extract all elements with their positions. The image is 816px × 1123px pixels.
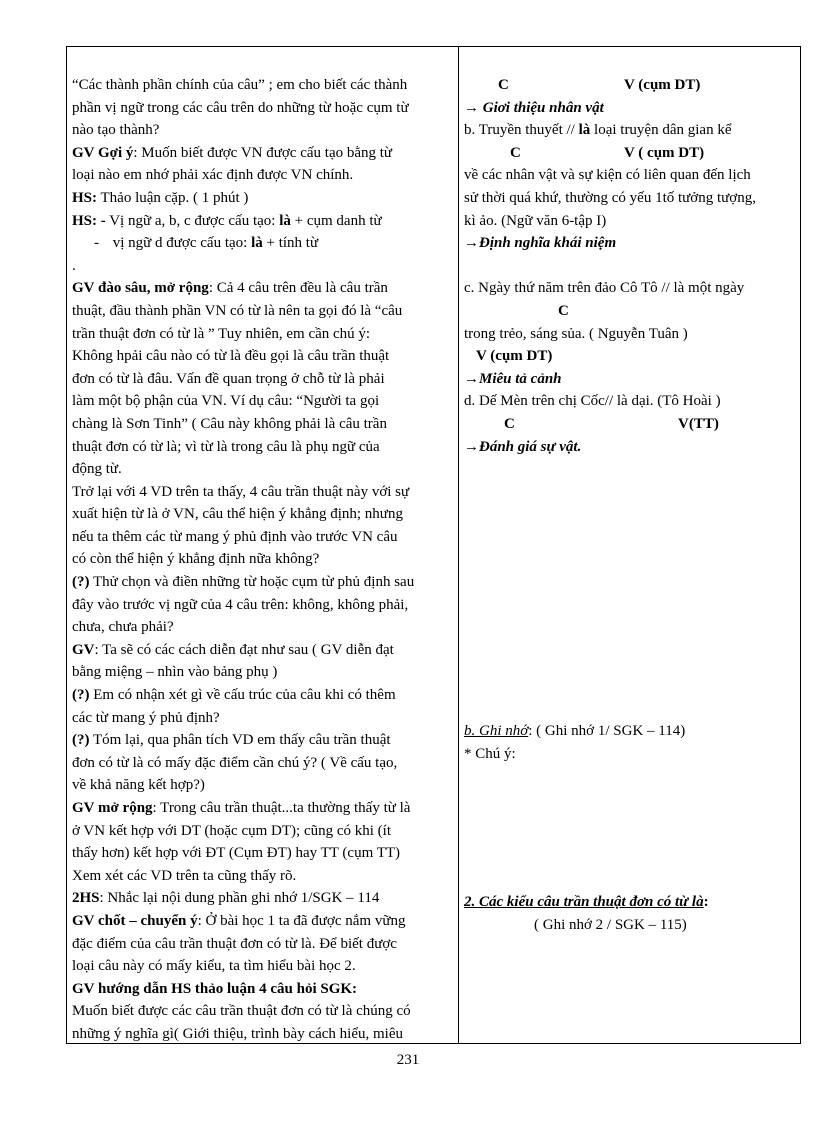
text-span: là xyxy=(251,235,263,252)
text-line: đây vào trước vị ngữ của 4 câu trên: không, không phải, xyxy=(72,596,409,613)
text-line xyxy=(72,684,455,707)
text-line xyxy=(72,729,455,752)
text-line: động từ. xyxy=(72,461,122,478)
text-line xyxy=(72,887,455,910)
text-span: Em có nhận xét gì về cấu trúc của câu khi có thêm xyxy=(89,687,396,704)
text-span: : Muốn biết được VN được cấu tạo bằng từ xyxy=(133,144,393,161)
text-line: những ý nghĩa gì( Giới thiệu, trình bày cách hiểu, miêu xyxy=(72,1025,403,1042)
text-span: Thử chọn và điền những từ hoặc cụm từ phủ định sau xyxy=(89,574,415,591)
text-span: Vị ngữ a, b, c được cấu tạo: xyxy=(105,212,280,229)
spacer xyxy=(464,458,797,720)
section-heading xyxy=(464,891,797,914)
text-line: về các nhân vật và sự kiện có liên quan đến lịch xyxy=(464,167,751,184)
arrow-icon: → xyxy=(464,99,479,116)
text-span: vị ngữ d được cấu tạo: xyxy=(109,235,252,252)
text-line: trần thuật đơn có từ là ” Tuy nhiên, em cần chú ý: xyxy=(72,325,371,342)
teacher-label: GV đào sâu, mở rộng xyxy=(72,280,209,297)
subject-marker: C xyxy=(498,77,509,93)
text-span: - xyxy=(94,235,99,252)
text-line: Muốn biết được các câu trần thuật đơn có từ là chúng có xyxy=(72,1003,411,1020)
text-line: về khả năng kết hợp?) xyxy=(72,777,205,794)
text-line: xuất hiện từ là ở VN, câu thể hiện ý khẳng định; nhưng xyxy=(72,506,403,523)
text-line: “Các thành phần chính của câu” ; em cho biết các thành xyxy=(72,77,408,93)
text-line: loại câu này có mấy kiểu, ta tìm hiểu bài học 2. xyxy=(72,958,356,975)
memo-line xyxy=(464,720,797,743)
text-line xyxy=(72,232,455,255)
text-line xyxy=(72,571,455,594)
predicate-marker: V(TT) xyxy=(678,415,719,432)
text-line: thấy hơn) kết hợp với ĐT (Cụm ĐT) hay TT (cụm TT) xyxy=(72,845,401,862)
text-span: + cụm danh từ xyxy=(290,212,382,229)
text-line: . xyxy=(72,257,76,274)
structure-line xyxy=(464,345,797,368)
teacher-label: GV chốt – chuyển ý xyxy=(72,912,198,929)
text-line xyxy=(464,119,797,142)
text-line: phần vị ngữ trong các câu trên do những từ hoặc cụm từ xyxy=(72,99,409,116)
text-line: GV hướng dẫn HS thảo luận 4 câu hỏi SGK: xyxy=(72,980,358,997)
text-line: thuật đơn có từ là; vì từ là trong câu là phụ ngữ của xyxy=(72,438,380,455)
text-line xyxy=(72,797,455,820)
text-line: * Chú ý: xyxy=(464,745,516,762)
structure-line xyxy=(464,300,797,323)
text-span: Miêu tả cảnh xyxy=(479,370,562,387)
text-span: : Ở bài học 1 ta đã được nắm vững xyxy=(197,912,406,929)
text-line: đơn có từ là có mấy đặc điểm cần chú ý? ( Về cấu tạo, xyxy=(72,754,398,771)
text-line: ( Ghi nhớ 2 / SGK – 115) xyxy=(534,916,687,933)
student-label: 2HS xyxy=(72,890,100,907)
structure-line xyxy=(464,74,797,97)
text-line: Không hpải câu nào có từ là đều gọi là câu trần thuật xyxy=(72,348,390,365)
text-line xyxy=(72,142,455,165)
text-span: là xyxy=(578,122,591,139)
structure-line xyxy=(464,142,797,165)
subject-marker: C xyxy=(510,144,521,161)
text-line xyxy=(464,97,797,120)
arrow-icon: → xyxy=(464,370,479,387)
text-span: Định nghĩa khái niệm xyxy=(479,235,617,252)
text-line xyxy=(464,436,797,459)
text-line: loại nào em nhớ phải xác định được VN chính. xyxy=(72,167,354,184)
text-line xyxy=(72,277,455,300)
text-span: b. Truyền thuyết // xyxy=(464,122,579,139)
text-line: bằng miệng – nhìn vào bảng phụ ) xyxy=(72,664,278,681)
question-marker: (?) xyxy=(72,574,90,591)
text-line: d. Dế Mèn trên chị Cốc// là dại. (Tô Hoài ) xyxy=(464,393,721,410)
text-line xyxy=(72,210,455,233)
text-span: : Trong câu trần thuật...ta thường thấy từ là xyxy=(152,800,411,816)
text-line: nếu ta thêm các từ mang ý phủ định vào trước VN câu xyxy=(72,528,398,545)
arrow-icon: → xyxy=(464,438,479,455)
text-line: sử thời quá khứ, thường có yếu 1tố tưởng tượng, xyxy=(464,189,756,206)
text-line: chưa, chưa phải? xyxy=(72,619,174,636)
left-column xyxy=(72,46,455,1046)
structure-line xyxy=(464,413,797,436)
text-span: loại truyện dân gian kể xyxy=(590,122,732,139)
text-span: : xyxy=(703,894,709,911)
text-line: đặc điểm của câu trần thuật đơn có từ là. Để biết được xyxy=(72,935,397,952)
teacher-label: GV mở rộng xyxy=(72,800,153,816)
text-line xyxy=(72,639,455,662)
question-marker: (?) xyxy=(72,687,90,704)
text-span: : Cả 4 câu trên đều là câu trần xyxy=(208,280,388,297)
text-span: là xyxy=(279,212,291,229)
student-label: HS: xyxy=(72,189,98,206)
text-line xyxy=(72,910,455,933)
teacher-label: GV Gợi ý xyxy=(72,144,134,161)
text-line: Xem xét các VD trên ta cũng thấy rõ. xyxy=(72,867,297,884)
text-line: thuật, đầu thành phần VN có từ là nên ta gọi đó là “câu xyxy=(72,302,403,319)
text-line: các từ mang ý phủ định? xyxy=(72,709,220,726)
text-line: đơn có từ là đâu. Vấn đề quan trọng ở chỗ từ là phải xyxy=(72,370,385,387)
text-line xyxy=(464,255,797,278)
question-marker: (?) xyxy=(72,732,90,749)
text-span: 2. Các kiểu câu trần thuật đơn có từ là xyxy=(464,894,704,911)
text-span: Tóm lại, qua phân tích VD em thấy câu trần thuật xyxy=(89,732,391,749)
text-line: chàng là Sơn Tinh” ( Câu này không phải là câu trần xyxy=(72,415,387,432)
text-span: Đánh giá sự vật. xyxy=(479,438,582,455)
predicate-marker: V ( cụm DT) xyxy=(624,144,705,161)
text-span: Giơi thiệu nhân vật xyxy=(482,99,604,116)
subject-marker: C xyxy=(504,415,515,432)
text-span: : ( Ghi nhớ 1/ SGK – 114) xyxy=(528,723,686,740)
predicate-marker: V (cụm DT) xyxy=(476,348,553,365)
text-span: : Ta sẽ có các cách diễn đạt như sau ( GV diễn đạt xyxy=(94,641,394,658)
arrow-icon: → xyxy=(464,235,479,252)
text-line xyxy=(464,232,797,255)
text-line: Trở lại với 4 VD trên ta thấy, 4 câu trần thuật này với sự xyxy=(72,483,410,500)
text-line: trong trẻo, sáng sủa. ( Nguyễn Tuân ) xyxy=(464,325,688,342)
right-column xyxy=(464,46,797,936)
column-divider xyxy=(458,46,459,1044)
text-line xyxy=(464,368,797,391)
text-line: có còn thể hiện ý khẳng định nữa không? xyxy=(72,551,320,568)
text-line: làm một bộ phận của VN. Ví dụ câu: “Người ta gọi xyxy=(72,393,380,410)
predicate-marker: V (cụm DT) xyxy=(624,77,701,93)
text-line xyxy=(72,187,455,210)
memo-label: b. Ghi nhớ xyxy=(464,723,529,740)
teacher-label: GV xyxy=(72,641,95,658)
text-line: nào tạo thành? xyxy=(72,122,160,139)
text-line: kì ảo. (Ngữ văn 6-tập I) xyxy=(464,212,607,229)
subject-marker: C xyxy=(558,302,569,319)
page-number: 231 xyxy=(396,1052,420,1068)
text-span: Thảo luận cặp. ( 1 phút ) xyxy=(97,189,249,206)
text-span: + tính từ xyxy=(262,235,319,252)
student-label: HS: - xyxy=(72,212,106,229)
text-span: : Nhắc lại nội dung phần ghi nhớ 1/SGK – 114 xyxy=(99,890,380,907)
text-line: c. Ngày thứ năm trên đảo Cô Tô // là một ngày xyxy=(464,280,745,297)
text-line: ở VN kết hợp với DT (hoặc cụm DT); cũng có khi (ít xyxy=(72,822,392,839)
spacer xyxy=(464,765,797,891)
